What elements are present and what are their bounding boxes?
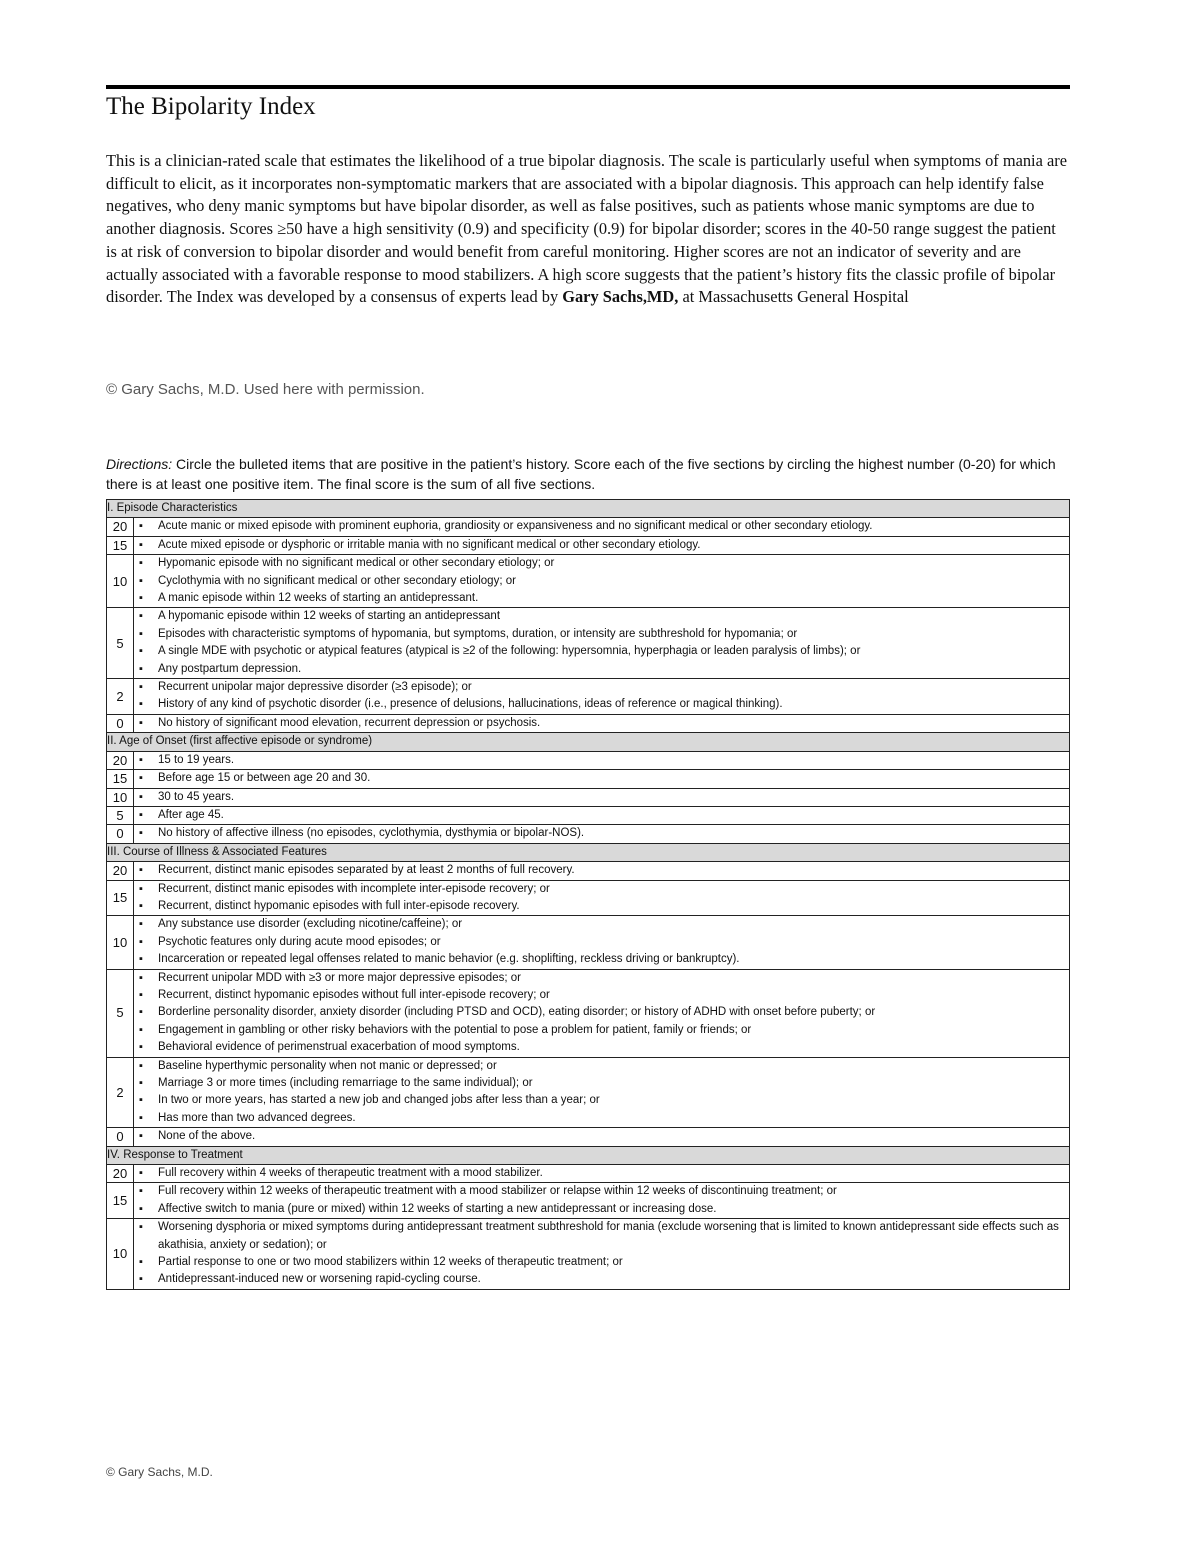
score-value: 15 [107, 1183, 134, 1219]
criteria-item: ▪ 15 to 19 years. [134, 752, 1069, 769]
score-value: 10 [107, 555, 134, 608]
criteria-item: ▪ History of any kind of psychotic disorder (i.e., presence of delusions, hallucinations, ideas of reference or magical thinking). [134, 696, 1069, 713]
section-header-row [107, 1146, 1070, 1164]
criteria-list [134, 518, 1069, 535]
criteria-list [134, 752, 1069, 769]
intro-author: Gary Sachs,MD, [562, 287, 679, 307]
section-header-row [107, 500, 1070, 518]
score-row [107, 1183, 1070, 1219]
criteria-item: ▪ Baseline hyperthymic personality when not manic or depressed; or [134, 1058, 1069, 1075]
score-value: 5 [107, 608, 134, 679]
criteria-cell [134, 536, 1070, 554]
criteria-item: ▪ Antidepressant-induced new or worsening rapid-cycling course. [134, 1271, 1069, 1288]
score-row [107, 862, 1070, 880]
criteria-list [134, 770, 1069, 787]
criteria-cell [134, 1057, 1070, 1128]
criteria-item: ▪ Acute manic or mixed episode with prominent euphoria, grandiosity or expansiveness and no significant medical or other secondary etiology. [134, 518, 1069, 535]
criteria-item: ▪ Recurrent, distinct hypomanic episodes with full inter-episode recovery. [134, 898, 1069, 915]
directions-text: Circle the bulleted items that are positive in the patient’s history. Score each of the five sections by circling the highest number (0-20) for which there is at least one positive item. The final score is the sum of all five sections. [106, 456, 1056, 492]
section-header-row [107, 733, 1070, 751]
score-row [107, 788, 1070, 806]
score-row [107, 751, 1070, 769]
criteria-item: ▪ Before age 15 or between age 20 and 30. [134, 770, 1069, 787]
criteria-item: ▪ Psychotic features only during acute mood episodes; or [134, 934, 1069, 951]
score-value: 5 [107, 969, 134, 1057]
criteria-list [134, 555, 1069, 607]
criteria-item: ▪ Incarceration or repeated legal offenses related to manic behavior (e.g. shoplifting, reckless driving or bankruptcy). [134, 951, 1069, 968]
criteria-cell [134, 751, 1070, 769]
score-row [107, 1057, 1070, 1128]
criteria-item: ▪ Recurrent unipolar MDD with ≥3 or more major depressive episodes; or [134, 970, 1069, 987]
criteria-item: ▪ Borderline personality disorder, anxiety disorder (including PTSD and OCD), eating disorder; or history of ADHD with onset before puberty; or [134, 1004, 1069, 1021]
criteria-item: ▪ A single MDE with psychotic or atypical features (atypical is ≥2 of the following: hypersomnia, hyperphagia or leaden paralysis of limbs); or [134, 643, 1069, 660]
section-title: IV. Response to Treatment [107, 1146, 1070, 1164]
criteria-item: ▪ Affective switch to mania (pure or mixed) within 12 weeks of starting a new antidepressant or increasing dose. [134, 1201, 1069, 1218]
directions [106, 454, 1070, 494]
criteria-list [134, 1183, 1069, 1218]
criteria-cell [134, 825, 1070, 843]
score-value: 10 [107, 1219, 134, 1290]
criteria-list [134, 862, 1069, 879]
score-value: 0 [107, 1128, 134, 1146]
intro-text: This is a clinician-rated scale that estimates the likelihood of a true bipolar diagnosis. The scale is particularly useful when symptoms of mania are difficult to elicit, as it incorporates non-symptomatic markers that are associated with a bipolar diagnosis. This approach can help identify false negatives, who deny manic symptoms but have bipolar disorder, as well as false positives, such as patients whose manic symptoms are due to another diagnosis. Scores ≥50 have a high sensitivity (0.9) and specificity (0.9) for bipolar disorder; scores in the 40-50 range suggest the patient is at risk of conversion to bipolar disorder and would benefit from careful monitoring. Higher scores are not an indicator of severity and are actually associated with a favorable response to mood stabilizers. A high score suggests that the patient’s history fits the classic profile of bipolar disorder. The Index was developed by a consensus of experts lead by [106, 151, 1067, 307]
score-value: 15 [107, 536, 134, 554]
criteria-item: ▪ Full recovery within 4 weeks of therapeutic treatment with a mood stabilizer. [134, 1165, 1069, 1182]
score-row [107, 536, 1070, 554]
criteria-cell [134, 862, 1070, 880]
intro-paragraph [106, 150, 1070, 309]
criteria-cell [134, 880, 1070, 916]
criteria-item: ▪ Full recovery within 12 weeks of therapeutic treatment with a mood stabilizer or relapse within 12 weeks of discontinuing treatment; or [134, 1183, 1069, 1200]
score-value: 0 [107, 714, 134, 732]
score-row [107, 916, 1070, 969]
criteria-item: ▪ Recurrent, distinct hypomanic episodes without full inter-episode recovery; or [134, 987, 1069, 1004]
score-value: 5 [107, 806, 134, 824]
page-title: The Bipolarity Index [106, 93, 316, 120]
bipolarity-index-table [106, 499, 1070, 1290]
criteria-list [134, 679, 1069, 714]
criteria-cell [134, 969, 1070, 1057]
permission-note: © Gary Sachs, M.D. Used here with permission. [106, 381, 425, 398]
criteria-list [134, 1128, 1069, 1145]
score-value: 20 [107, 751, 134, 769]
criteria-item: ▪ Acute mixed episode or dysphoric or irritable mania with no significant medical or other secondary etiology. [134, 537, 1069, 554]
score-row [107, 880, 1070, 916]
score-value: 2 [107, 1057, 134, 1128]
score-row [107, 518, 1070, 536]
criteria-cell [134, 806, 1070, 824]
criteria-cell [134, 555, 1070, 608]
criteria-item: ▪ Partial response to one or two mood stabilizers within 12 weeks of therapeutic treatment; or [134, 1254, 1069, 1271]
criteria-item: ▪ Any postpartum depression. [134, 661, 1069, 678]
criteria-list [134, 970, 1069, 1057]
score-value: 0 [107, 825, 134, 843]
score-row [107, 679, 1070, 715]
criteria-cell [134, 788, 1070, 806]
score-value: 15 [107, 770, 134, 788]
criteria-cell [134, 714, 1070, 732]
criteria-item: ▪ Engagement in gambling or other risky behaviors with the potential to pose a problem for patient, family or friends; or [134, 1022, 1069, 1039]
criteria-cell [134, 916, 1070, 969]
section-header-row [107, 843, 1070, 861]
criteria-item: ▪ No history of significant mood elevation, recurrent depression or psychosis. [134, 715, 1069, 732]
score-row [107, 714, 1070, 732]
directions-label: Directions: [106, 456, 173, 472]
criteria-item: ▪ A hypomanic episode within 12 weeks of starting an antidepressant [134, 608, 1069, 625]
criteria-cell [134, 1183, 1070, 1219]
section-title: III. Course of Illness & Associated Features [107, 843, 1070, 861]
criteria-item: ▪ Any substance use disorder (excluding nicotine/caffeine); or [134, 916, 1069, 933]
score-value: 20 [107, 518, 134, 536]
score-value: 10 [107, 788, 134, 806]
score-row [107, 969, 1070, 1057]
top-rule [106, 85, 1070, 89]
criteria-list [134, 608, 1069, 678]
criteria-cell [134, 679, 1070, 715]
criteria-item: ▪ Hypomanic episode with no significant medical or other secondary etiology; or [134, 555, 1069, 572]
criteria-item: ▪ In two or more years, has started a new job and changed jobs after less than a year; or [134, 1092, 1069, 1109]
criteria-item: ▪ Marriage 3 or more times (including remarriage to the same individual); or [134, 1075, 1069, 1092]
criteria-cell [134, 1128, 1070, 1146]
criteria-item: ▪ Recurrent, distinct manic episodes separated by at least 2 months of full recovery. [134, 862, 1069, 879]
criteria-list [134, 715, 1069, 732]
section-title: II. Age of Onset (first affective episode or syndrome) [107, 733, 1070, 751]
criteria-cell [134, 770, 1070, 788]
criteria-item: ▪ Has more than two advanced degrees. [134, 1110, 1069, 1127]
criteria-list [134, 537, 1069, 554]
criteria-list [134, 825, 1069, 842]
score-row [107, 770, 1070, 788]
criteria-item: ▪ Worsening dysphoria or mixed symptoms during antidepressant treatment subthreshold for mania (exclude worsening that is limited to known antidepressant side effects such as akathisia, anxiety or sedation); or [134, 1219, 1069, 1254]
criteria-item: ▪ Episodes with characteristic symptoms of hypomania, but symptoms, duration, or intensity are subthreshold for hypomania; or [134, 626, 1069, 643]
criteria-list [134, 789, 1069, 806]
criteria-list [134, 916, 1069, 968]
score-row [107, 1128, 1070, 1146]
criteria-item: ▪ A manic episode within 12 weeks of starting an antidepressant. [134, 590, 1069, 607]
section-title: I. Episode Characteristics [107, 500, 1070, 518]
score-value: 20 [107, 1165, 134, 1183]
page-footer: © Gary Sachs, M.D. [106, 1465, 213, 1479]
criteria-list [134, 1219, 1069, 1289]
criteria-item: ▪ After age 45. [134, 807, 1069, 824]
criteria-item: ▪ Behavioral evidence of perimenstrual exacerbation of mood symptoms. [134, 1039, 1069, 1056]
score-row [107, 825, 1070, 843]
score-row [107, 555, 1070, 608]
criteria-item: ▪ No history of affective illness (no episodes, cyclothymia, dysthymia or bipolar-NOS). [134, 825, 1069, 842]
criteria-cell [134, 1165, 1070, 1183]
intro-tail: at Massachusetts General Hospital [678, 287, 909, 307]
criteria-item: ▪ 30 to 45 years. [134, 789, 1069, 806]
score-value: 2 [107, 679, 134, 715]
score-row [107, 608, 1070, 679]
score-row [107, 806, 1070, 824]
score-row [107, 1219, 1070, 1290]
criteria-list [134, 1058, 1069, 1128]
criteria-cell [134, 608, 1070, 679]
criteria-item: ▪ Cyclothymia with no significant medical or other secondary etiology; or [134, 573, 1069, 590]
score-value: 10 [107, 916, 134, 969]
score-value: 15 [107, 880, 134, 916]
score-row [107, 1165, 1070, 1183]
criteria-item: ▪ None of the above. [134, 1128, 1069, 1145]
criteria-cell [134, 1219, 1070, 1290]
criteria-list [134, 1165, 1069, 1182]
criteria-item: ▪ Recurrent, distinct manic episodes with incomplete inter-episode recovery; or [134, 881, 1069, 898]
criteria-cell [134, 518, 1070, 536]
score-value: 20 [107, 862, 134, 880]
criteria-list [134, 807, 1069, 824]
criteria-item: ▪ Recurrent unipolar major depressive disorder (≥3 episode); or [134, 679, 1069, 696]
criteria-list [134, 881, 1069, 916]
